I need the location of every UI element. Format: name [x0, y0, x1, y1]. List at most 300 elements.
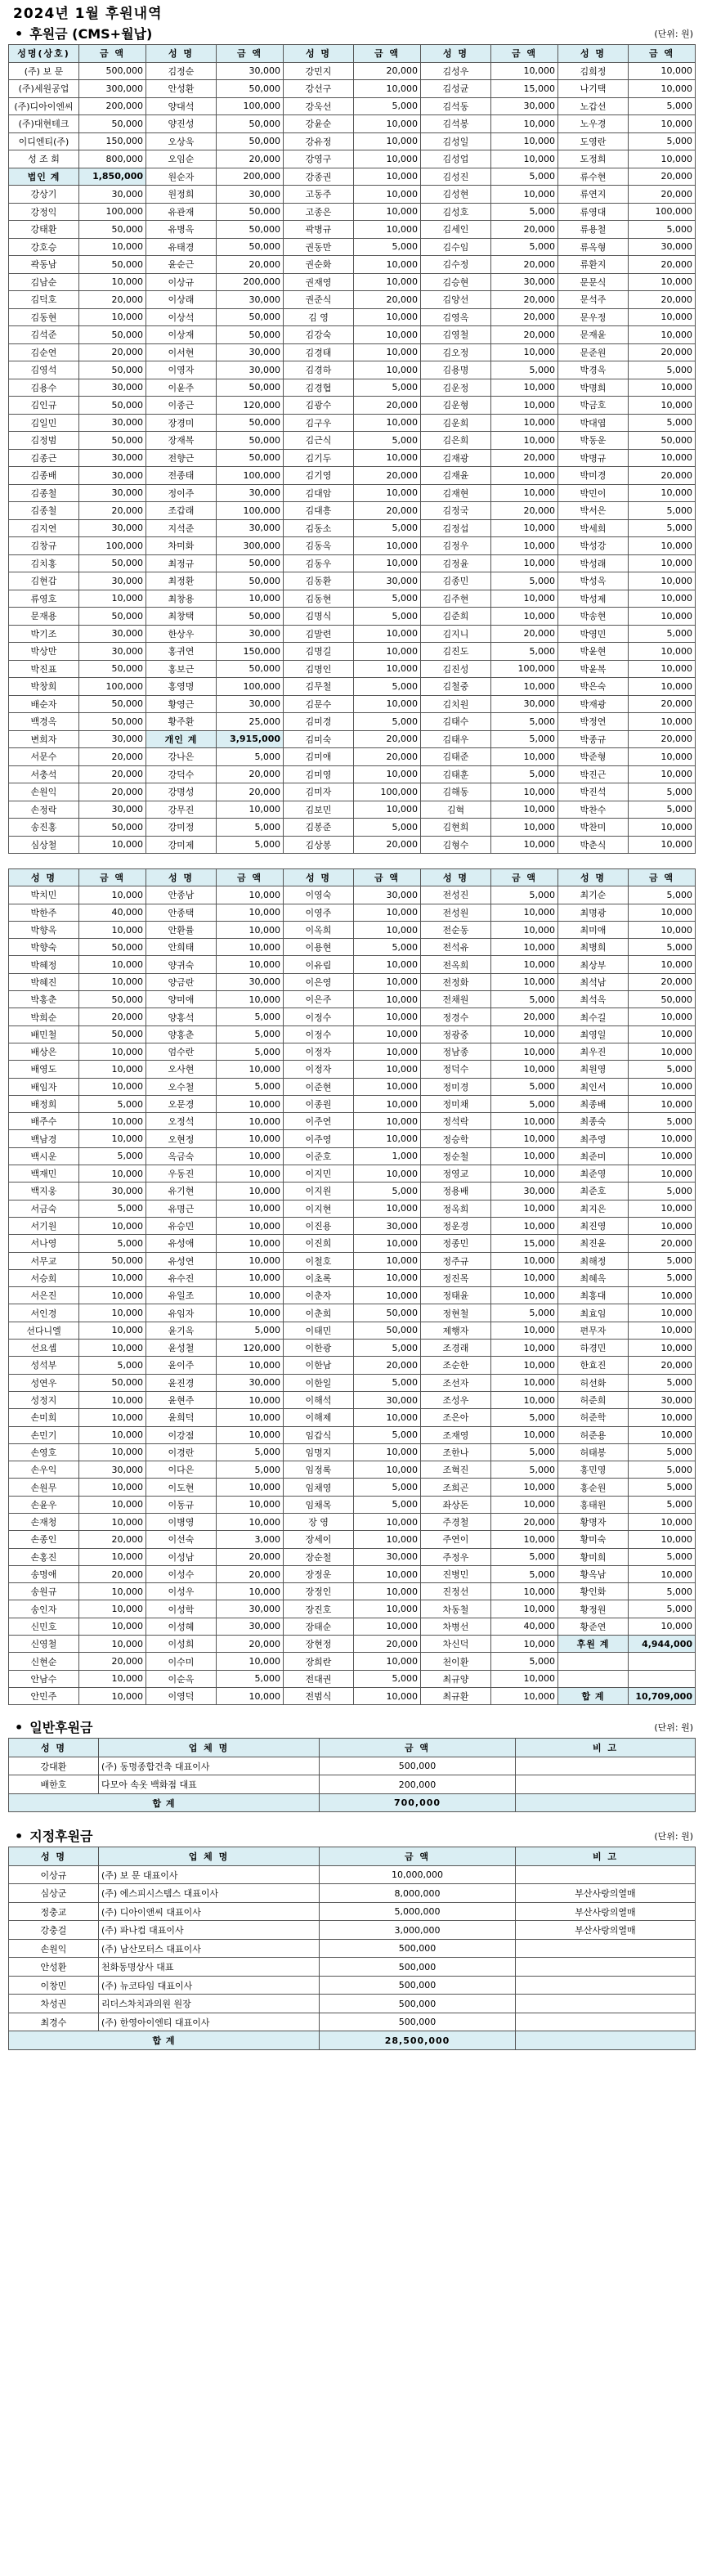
donor-amount: 10,000: [354, 1461, 421, 1479]
donor-name: 전정화: [421, 973, 491, 990]
donor-amount: 10,000: [354, 256, 421, 274]
donor-name: 류용철: [558, 221, 629, 239]
donor-name: 류연지: [558, 186, 629, 204]
donor-amount: 10,000: [491, 1322, 558, 1339]
donor-name: 강나은: [146, 748, 217, 766]
donor-amount: 10,000: [491, 1025, 558, 1043]
header-company: 업 체 명: [99, 1739, 320, 1757]
donor-amount: 50,000: [79, 221, 146, 239]
donor-name: 오임순: [146, 150, 217, 168]
donor-name: 김기영: [284, 467, 354, 485]
sponsor-name: 이상규: [9, 1865, 99, 1884]
donor-name: 최규양: [421, 1670, 491, 1687]
donor-amount: 30,000: [217, 484, 284, 502]
sponsor-note: 부산사랑의열매: [516, 1884, 696, 1903]
donor-amount: 5,000: [629, 801, 696, 819]
table-row: [9, 308, 696, 326]
subtotal-amount: 10,709,000: [629, 1687, 696, 1704]
donor-amount: 10,000: [491, 904, 558, 921]
donor-amount: 10,000: [491, 748, 558, 766]
table-row: [9, 973, 696, 990]
table-row: [9, 1461, 696, 1479]
donor-amount: 20,000: [354, 730, 421, 748]
donor-amount: 5,000: [354, 678, 421, 696]
donor-name: 백경옥: [9, 713, 79, 731]
donor-amount: 10,000: [629, 748, 696, 766]
donor-name: 김기두: [284, 449, 354, 467]
table-row: [9, 660, 696, 678]
donor-amount: 20,000: [491, 625, 558, 643]
donor-amount: 10,000: [354, 449, 421, 467]
donor-name: 박윤복: [558, 660, 629, 678]
donor-name: 강무진: [146, 801, 217, 819]
donor-amount: 20,000: [491, 1513, 558, 1530]
table-row: [9, 1443, 696, 1461]
header-amount: 금 액: [320, 1847, 516, 1866]
donor-amount: 10,000: [629, 1078, 696, 1095]
donor-amount: 5,000: [629, 939, 696, 956]
donor-name: 이한광: [284, 1340, 354, 1357]
donor-name: 조재영: [421, 1426, 491, 1443]
donor-amount: 10,000: [629, 1043, 696, 1060]
donor-name: 임채목: [284, 1496, 354, 1513]
donor-amount: 10,000: [217, 921, 284, 938]
total-amount: 28,500,000: [320, 2031, 516, 2050]
donor-amount: 10,000: [79, 1426, 146, 1443]
donor-amount: 10,000: [491, 414, 558, 432]
donor-amount: 10,000: [491, 554, 558, 572]
table-row: [9, 80, 696, 98]
table-row: [9, 1995, 696, 2013]
table-row: [9, 186, 696, 204]
donor-amount: 10,000: [354, 973, 421, 990]
donor-name: 홍순원: [558, 1479, 629, 1496]
donor-amount: 5,000: [629, 1600, 696, 1618]
donor-amount: 20,000: [491, 449, 558, 467]
donor-name: 김미영: [284, 765, 354, 783]
donor-amount: 10,000: [217, 956, 284, 973]
donor-amount: 50,000: [354, 1304, 421, 1322]
donor-amount: 30,000: [79, 379, 146, 397]
table-row: [9, 97, 696, 115]
donor-name: 장태순: [284, 1618, 354, 1635]
donor-amount: 120,000: [217, 1340, 284, 1357]
donor-name: 안종남: [146, 886, 217, 904]
company-name: 천화동명상사 대표: [99, 1958, 320, 1977]
donor-name: 전성원: [421, 904, 491, 921]
donor-amount: 50,000: [217, 449, 284, 467]
header-name: 성 명: [284, 869, 354, 886]
table-row: [9, 1496, 696, 1513]
donor-name: 안환률: [146, 921, 217, 938]
donor-amount: 5,000: [491, 886, 558, 904]
donor-amount: 10,000: [217, 1687, 284, 1704]
donor-name: 최준호: [558, 1183, 629, 1200]
donor-amount: 20,000: [629, 343, 696, 361]
table-row: [9, 590, 696, 608]
company-name: 리더스차치과의원 원장: [99, 1995, 320, 2013]
company-name: 다모아 속옷 백화점 대표: [99, 1775, 320, 1794]
donor-amount: 100,000: [217, 467, 284, 485]
donor-name: 권재영: [284, 273, 354, 291]
table-row: [9, 502, 696, 520]
donor-amount: 10,000: [79, 238, 146, 256]
header-amount: 금 액: [491, 45, 558, 63]
donor-name: 정미경: [421, 1078, 491, 1095]
donor-name: 박세희: [558, 519, 629, 537]
donor-amount: 10,000: [79, 1061, 146, 1078]
sponsor-amount: 500,000: [320, 1757, 516, 1775]
bullet-icon: •: [15, 1720, 24, 1736]
donor-name: 이병영: [146, 1513, 217, 1530]
donor-name: 김종철: [9, 484, 79, 502]
donor-name: 홍보근: [146, 660, 217, 678]
total-row: [9, 2031, 696, 2050]
donor-name: 강윤순: [284, 115, 354, 133]
table-row: [9, 221, 696, 239]
donor-amount: 10,000: [354, 1565, 421, 1582]
donor-amount: 50,000: [79, 819, 146, 837]
donor-name: 이경란: [146, 1443, 217, 1461]
donor-amount: 10,000: [629, 572, 696, 590]
donor-amount: 5,000: [491, 238, 558, 256]
donor-amount: 10,000: [629, 956, 696, 973]
header-name: 성명(상호): [9, 45, 79, 63]
donor-name: 김영석: [9, 361, 79, 379]
header-amount: 금 액: [217, 45, 284, 63]
donor-name: 이한일: [284, 1374, 354, 1391]
donor-amount: 20,000: [354, 467, 421, 485]
table-row: [9, 748, 696, 766]
donor-amount: 10,000: [491, 1531, 558, 1548]
donor-name: 최준영: [558, 1165, 629, 1183]
donor-amount: 40,000: [79, 904, 146, 921]
donor-name: 정현철: [421, 1304, 491, 1322]
donor-name: 김종민: [421, 572, 491, 590]
donor-name: 차신덕: [421, 1636, 491, 1653]
donor-amount: 10,000: [629, 921, 696, 938]
donor-amount: 5,000: [629, 625, 696, 643]
section-title-designated: 지정후원금: [29, 1829, 93, 1845]
donor-name: 윤성철: [146, 1340, 217, 1357]
donor-amount: 5,000: [491, 730, 558, 748]
donor-name: 허선화: [558, 1374, 629, 1391]
donor-amount: 10,000: [217, 1304, 284, 1322]
donor-name: 문석주: [558, 291, 629, 309]
donor-amount: 10,000: [354, 1513, 421, 1530]
donor-amount: 50,000: [217, 326, 284, 344]
donor-amount: 10,000: [491, 1600, 558, 1618]
donor-amount: 30,000: [79, 467, 146, 485]
donor-name: 정덕수: [421, 1061, 491, 1078]
subtotal-amount: 3,915,000: [217, 730, 284, 748]
donor-name: 서은진: [9, 1287, 79, 1304]
donor-amount: 30,000: [79, 801, 146, 819]
donor-name: 김희정: [558, 62, 629, 80]
table-row: [9, 1217, 696, 1234]
donor-name: 김현희: [421, 819, 491, 837]
donor-amount: 20,000: [491, 326, 558, 344]
donor-name: 정태윤: [421, 1287, 491, 1304]
cms-table-2-body: [9, 886, 696, 1705]
donor-name: 장정운: [284, 1565, 354, 1582]
donor-name: 오현정: [146, 1130, 217, 1147]
donor-name: 강덕수: [146, 765, 217, 783]
donor-amount: 10,000: [354, 484, 421, 502]
donor-amount: 5,000: [629, 1113, 696, 1130]
table-row: [9, 554, 696, 572]
donor-name: 김정섭: [421, 519, 491, 537]
donor-name: 유성애: [146, 1235, 217, 1252]
donor-name: 양금란: [146, 973, 217, 990]
donor-amount: 50,000: [217, 238, 284, 256]
donor-name: 강미정: [146, 819, 217, 837]
donor-amount: 30,000: [354, 886, 421, 904]
table-row: [9, 572, 696, 590]
donor-amount: 30,000: [79, 186, 146, 204]
table-row: [9, 1865, 696, 1884]
donor-name: 신영철: [9, 1636, 79, 1653]
donor-name: 안희태: [146, 939, 217, 956]
donor-amount: 10,000: [491, 1670, 558, 1687]
donor-name: 황인화: [558, 1583, 629, 1600]
donor-amount: 20,000: [217, 1548, 284, 1565]
table-row: [9, 361, 696, 379]
donor-name: 이종원: [284, 1095, 354, 1112]
donor-amount: 10,000: [491, 1061, 558, 1078]
donor-amount: 50,000: [217, 115, 284, 133]
donor-amount: 20,000: [491, 256, 558, 274]
donor-amount: 10,000: [217, 1583, 284, 1600]
donor-amount: 10,000: [629, 308, 696, 326]
donor-name: 권동만: [284, 238, 354, 256]
donor-amount: 30,000: [79, 1461, 146, 1479]
donor-amount: 10,000: [217, 1165, 284, 1183]
donor-amount: 10,000: [629, 554, 696, 572]
donor-amount: 10,000: [79, 956, 146, 973]
general-table-body: [9, 1757, 696, 1812]
donor-amount: 10,000: [629, 326, 696, 344]
donor-amount: 50,000: [79, 432, 146, 450]
donor-amount: 10,000: [629, 62, 696, 80]
donor-amount: 10,000: [491, 186, 558, 204]
donor-amount: 10,000: [217, 1653, 284, 1670]
donor-amount: 5,000: [629, 1252, 696, 1269]
donor-amount: 100,000: [629, 203, 696, 221]
donor-amount: 10,000: [491, 1165, 558, 1183]
donor-name: 최병희: [558, 939, 629, 956]
table-header-row: [9, 1847, 696, 1866]
donor-amount: 10,000: [491, 608, 558, 626]
subtotal-amount: 1,850,000: [79, 168, 146, 186]
table-row: [9, 537, 696, 555]
donor-amount: 800,000: [79, 150, 146, 168]
donor-name: 선요셉: [9, 1340, 79, 1357]
donor-amount: 10,000: [354, 1008, 421, 1025]
donor-amount: 30,000: [217, 1618, 284, 1635]
table-row: [9, 519, 696, 537]
table-row: [9, 836, 696, 854]
donor-amount: 30,000: [217, 291, 284, 309]
donor-name: 김해동: [421, 783, 491, 801]
donor-name: 한상우: [146, 625, 217, 643]
donor-name: 이정수: [284, 1008, 354, 1025]
donor-amount: 10,000: [354, 80, 421, 98]
donor-amount: 40,000: [491, 1618, 558, 1635]
donor-amount: 30,000: [79, 449, 146, 467]
donor-name: 서승희: [9, 1269, 79, 1286]
donor-amount: 10,000: [491, 1287, 558, 1304]
donor-name: 이도현: [146, 1479, 217, 1496]
donor-amount: 30,000: [217, 1374, 284, 1391]
donor-name: 김지니: [421, 625, 491, 643]
donor-name: 김수임: [421, 238, 491, 256]
table-row: [9, 1921, 696, 1940]
donor-name: (주)디아이엔씨: [9, 97, 79, 115]
header-amount: 금 액: [217, 869, 284, 886]
donor-amount: 30,000: [217, 62, 284, 80]
donor-name: 김지연: [9, 519, 79, 537]
donor-name: 윤기옥: [146, 1322, 217, 1339]
donor-amount: 10,000: [354, 168, 421, 186]
table-row: [9, 1976, 696, 1995]
table-row: [9, 1391, 696, 1408]
sponsor-name: 최경수: [9, 2013, 99, 2031]
donor-amount: 10,000: [217, 1479, 284, 1496]
sponsor-note: [516, 1976, 696, 1995]
donor-amount: 5,000: [629, 783, 696, 801]
donor-name: 김용수: [9, 379, 79, 397]
donor-name: 이영자: [146, 361, 217, 379]
donor-name: 나기택: [558, 80, 629, 98]
donor-name: 손원무: [9, 1479, 79, 1496]
sponsor-amount: 3,000,000: [320, 1921, 516, 1940]
donor-name: 이초록: [284, 1269, 354, 1286]
donor-name: 김상봉: [284, 836, 354, 854]
donor-name: 배민철: [9, 1025, 79, 1043]
table-row: [9, 1078, 696, 1095]
donor-amount: 50,000: [79, 1252, 146, 1269]
donor-amount: 10,000: [629, 643, 696, 661]
table-row: [9, 1775, 696, 1794]
donor-amount: 10,000: [491, 1113, 558, 1130]
donor-amount: 10,000: [354, 326, 421, 344]
donor-amount: 10,000: [491, 150, 558, 168]
donor-amount: 20,000: [491, 291, 558, 309]
donor-amount: 30,000: [217, 625, 284, 643]
donor-name: 이성남: [146, 1548, 217, 1565]
donor-amount: 30,000: [354, 572, 421, 590]
donor-name: 최진영: [558, 1217, 629, 1234]
donor-amount: 5,000: [491, 713, 558, 731]
donor-name: 정순철: [421, 1147, 491, 1165]
donor-amount: 10,000: [491, 921, 558, 938]
donor-name: 양대석: [146, 97, 217, 115]
donor-amount: 10,000: [79, 836, 146, 854]
donor-name: 문문식: [558, 273, 629, 291]
donor-amount: 50,000: [217, 221, 284, 239]
donor-name: 고동주: [284, 186, 354, 204]
donor-name: 김재광: [421, 449, 491, 467]
donor-name: 김준희: [421, 608, 491, 626]
sponsor-name: 정충교: [9, 1902, 99, 1921]
donor-name: 박상만: [9, 643, 79, 661]
donor-name: 배영도: [9, 1061, 79, 1078]
donor-name: 최영일: [558, 1025, 629, 1043]
general-table: [8, 1738, 696, 1812]
donor-name: 정영교: [421, 1165, 491, 1183]
header-name: 성 명: [146, 869, 217, 886]
donor-amount: 30,000: [217, 695, 284, 713]
donor-amount: 10,000: [354, 1252, 421, 1269]
donor-name: 이주영: [284, 1130, 354, 1147]
donor-name: 김승현: [421, 273, 491, 291]
donor-name: 박치민: [9, 886, 79, 904]
table-row: [9, 1200, 696, 1217]
donor-amount: 10,000: [491, 1426, 558, 1443]
donor-name: 오수철: [146, 1078, 217, 1095]
donor-name: 진정선: [421, 1583, 491, 1600]
donor-name: 전석유: [421, 939, 491, 956]
donor-amount: 10,000: [79, 1078, 146, 1095]
table-row: [9, 1618, 696, 1635]
table-row: [9, 1513, 696, 1530]
donor-amount: 10,000: [491, 801, 558, 819]
donor-name: 정남종: [421, 1043, 491, 1060]
donor-amount: 20,000: [629, 1235, 696, 1252]
donor-name: 이상래: [146, 291, 217, 309]
donor-amount: 5,000: [79, 1235, 146, 1252]
donor-name: 한효진: [558, 1357, 629, 1374]
donor-amount: 10,000: [491, 1269, 558, 1286]
donor-name: 정승학: [421, 1130, 491, 1147]
donor-name: 김석동: [421, 97, 491, 115]
donor-amount: 10,000: [79, 1322, 146, 1339]
table-row: [9, 326, 696, 344]
donor-name: 유관재: [146, 203, 217, 221]
donor-amount: 20,000: [629, 168, 696, 186]
table-row: [9, 150, 696, 168]
donor-amount: 10,000: [354, 695, 421, 713]
donor-name: 윤진경: [146, 1374, 217, 1391]
donor-name: 이성학: [146, 1600, 217, 1618]
donor-name: 백시운: [9, 1147, 79, 1165]
donor-amount: 20,000: [491, 502, 558, 520]
donor-name: 김미애: [284, 748, 354, 766]
donor-name: 이정자: [284, 1043, 354, 1060]
sponsor-name: 안성환: [9, 1958, 99, 1977]
donor-name: 도정희: [558, 150, 629, 168]
section-header-cms: [8, 25, 695, 44]
donor-name: 이준호: [284, 1147, 354, 1165]
donor-name: 김종근: [9, 449, 79, 467]
donor-name: 허준학: [558, 1409, 629, 1426]
donor-amount: 5,000: [629, 1443, 696, 1461]
donor-amount: 10,000: [491, 1374, 558, 1391]
donor-amount: 50,000: [217, 132, 284, 150]
donor-amount: 10,000: [217, 590, 284, 608]
sponsor-amount: 500,000: [320, 2013, 516, 2031]
table-row: [9, 886, 696, 904]
donor-amount: 10,000: [79, 1287, 146, 1304]
donor-amount: 50,000: [79, 660, 146, 678]
header-amount: 금 액: [629, 45, 696, 63]
donor-amount: 10,000: [217, 1409, 284, 1426]
donor-amount: 10,000: [79, 1340, 146, 1357]
donor-name: 이영주: [284, 904, 354, 921]
donor-amount: 50,000: [79, 713, 146, 731]
donor-name: 최우진: [558, 1043, 629, 1060]
